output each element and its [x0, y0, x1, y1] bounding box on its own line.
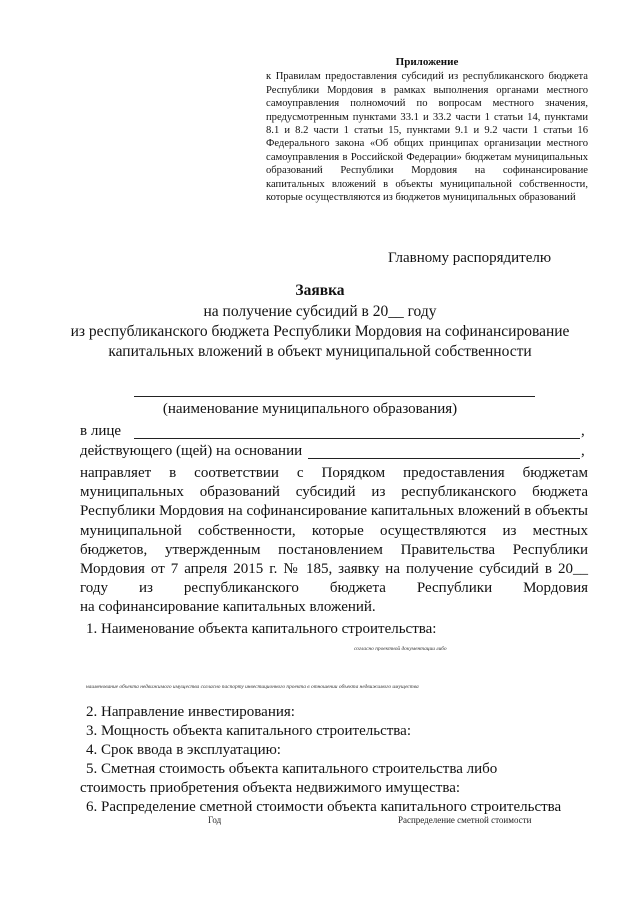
in-person-line [134, 438, 580, 439]
acting-row [80, 443, 302, 460]
document-title: Заявка [295, 282, 345, 299]
appendix-title: Приложение [395, 56, 459, 68]
item-6-cost-distribution: 6. Распределение сметной стоимости объекта капитального строительства [86, 799, 562, 815]
acting-comma: , [581, 443, 585, 459]
item-2-investment-direction: 2. Направление инвестирования: [86, 704, 295, 720]
appendix-block [266, 56, 588, 204]
item-1-object-name: 1. Наименование объекта капитального строительства: [86, 621, 437, 637]
item-5-estimated-cost: 5. Сметная стоимость объекта капитального строительства либо [86, 761, 498, 777]
body-paragraph-end: на софинансирование капитальных вложений. [80, 599, 376, 615]
municipality-name-line [134, 396, 535, 397]
table-header-year: Год [208, 815, 222, 825]
item-1-note-property: наименование объекта недвижимого имущества согласно паспорту инвестиционного проекта в отношении объекта недвижимого имущества [86, 684, 419, 690]
addressee: Главному распорядителю [388, 250, 552, 266]
acting-basis-line [308, 458, 580, 459]
appendix-text: к Правилам предоставления субсидий из республиканского бюджета Республики Мордовия в рамках выполнения органами местного самоуправления полномочий по вопросам местного значения, предусмотренным пунктами 33.1 и 33.2 части 1 статьи 14, пунктами 8.1 и 8.2 части 1 статьи 15, пунктами 9.1 и 9.2 части 1 статьи 16 Федерального закона «Об общих принципах организации местного самоуправления в Российской Федерации» бюджетам муниципальных образований Республики Мордовия на софинансирование капитальных вложений в объекты муниципальной собственности, которые осуществляются из бюджетов муниципальных образований [266, 71, 588, 204]
item-1-note-design-docs: согласно проектной документации либо [354, 646, 447, 652]
title-line-2: из республиканского бюджета Республики Мордовия на софинансирование [70, 323, 570, 340]
title-line-3: капитальных вложений в объект муниципальной собственности [108, 343, 532, 360]
title-line-1: на получение субсидий в 20__ году [203, 303, 437, 320]
item-4-commissioning-date: 4. Срок ввода в эксплуатацию: [86, 742, 281, 758]
acting-label: действующего (щей) на основании [80, 443, 303, 459]
municipality-caption: (наименование муниципального образования) [162, 401, 458, 417]
in-person-row [80, 423, 121, 440]
body-paragraph: направляет в соответствии с Порядком предоставления бюджетам муниципальных образований субсидий из республиканского бюджета Республики Мордовия на софинансирование капитальных вложений в объекты муниципальной собственности, которые осуществляются из местных бюджетов, утвержденным постановлением Правительства Республики Мордовия от 7 апреля 2015 г. № 185, заявку на получение субсидий в 20__ году из республиканского бюджета Республики Мордовия [80, 465, 588, 597]
item-5-estimated-cost-cont: стоимость приобретения объекта недвижимого имущества: [80, 780, 461, 796]
item-3-capacity: 3. Мощность объекта капитального строительства: [86, 723, 411, 739]
in-person-comma: , [581, 423, 585, 439]
table-header-distribution: Распределение сметной стоимости [398, 815, 532, 825]
in-person-label: в лице [80, 423, 122, 439]
